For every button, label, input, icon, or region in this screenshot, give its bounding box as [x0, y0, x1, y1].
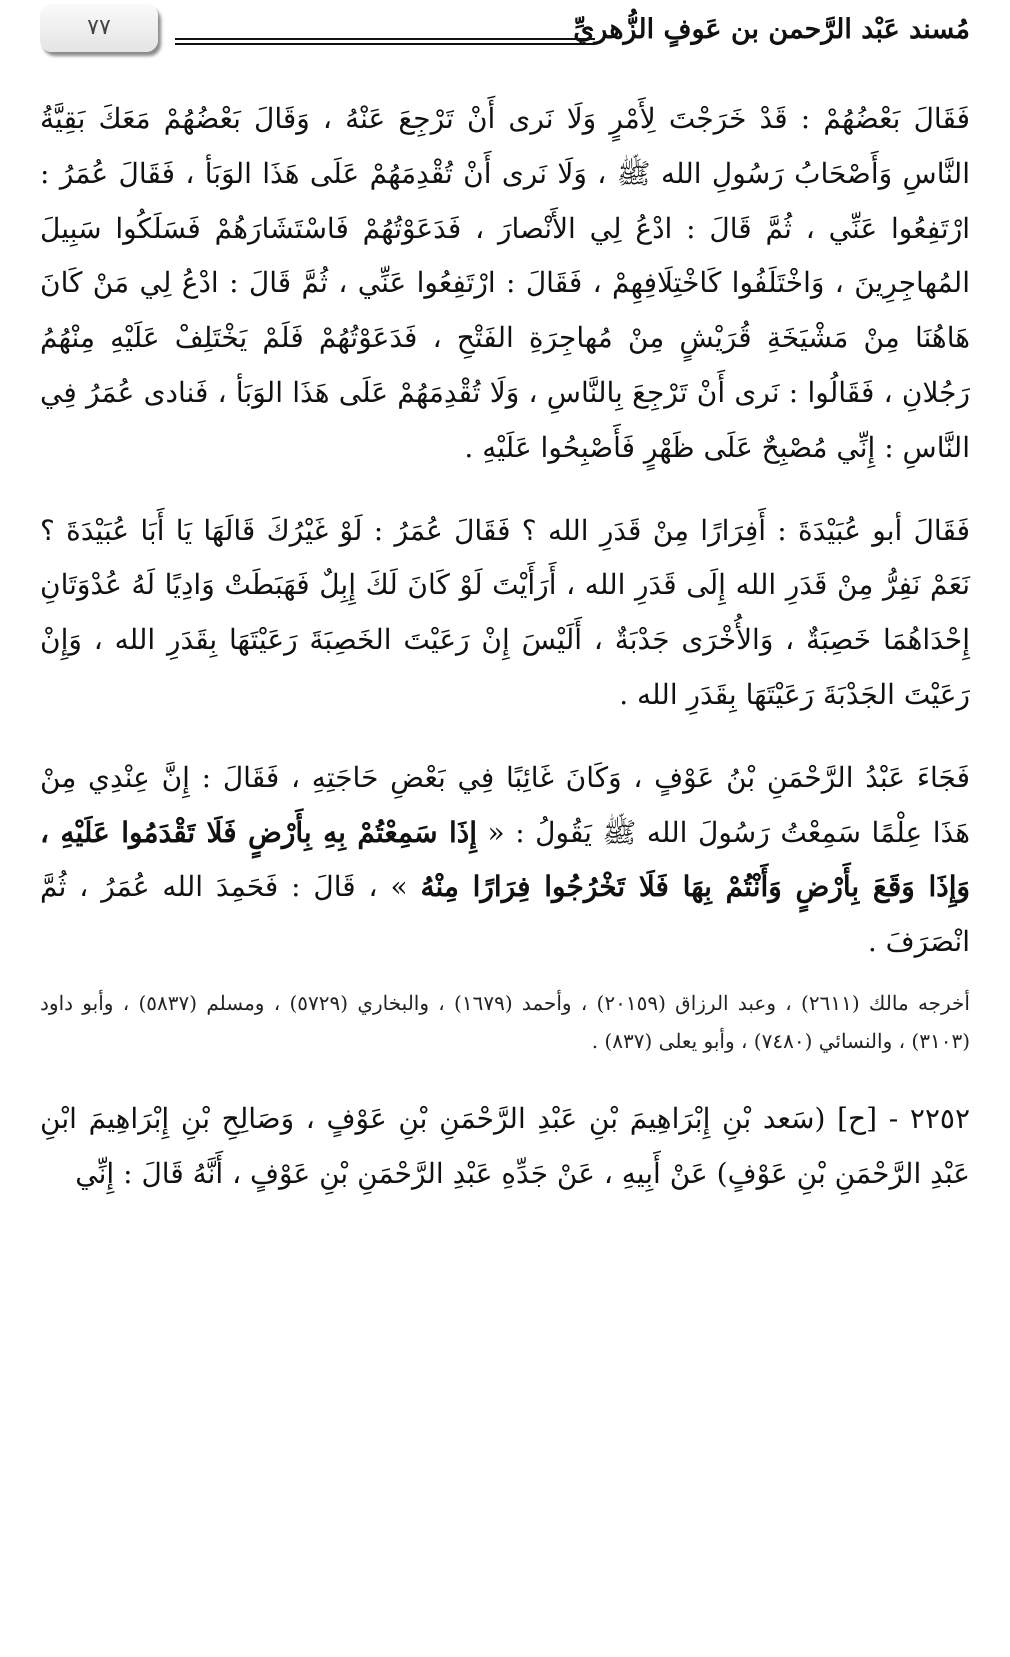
paragraph-3-after: » ، قَالَ : فَحَمِدَ الله عُمَرُ ، ثُمَّ انْصَرَفَ .: [40, 870, 970, 959]
hadith-text: (سَعد بْنِ إِبْرَاهِيمَ بْنِ عَبْدِ الرَّحْمَنِ بْنِ عَوْفٍ ، وَصَالِحِ بْنِ إِبْرَاهِيمَ ابْنِ عَبْدِ الرَّحْمَنِ بْنِ عَوْفٍ) عَنْ أَبِيهِ ، عَنْ جَدِّهِ عَبْدِ الرَّحْمَنِ بْنِ عَوْفٍ ، أَنَّهُ قَالَ : إِنِّي: [40, 1101, 970, 1190]
page-number-badge: ٧٧: [40, 4, 158, 52]
hadith-2252: [40, 1092, 970, 1202]
takhrij-footnote: أخرجه مالك (٢٦١١) ، وعبد الرزاق (٢٠١٥٩) ، وأحمد (١٦٧٩) ، والبخاري (٥٧٢٩) ، ومسلم (٥٨٣٧) ، وأبو داود (٣١٠٣) ، والنسائي (٧٤٨٠) ، وأبو يعلى (٨٣٧) .: [40, 990, 970, 1053]
running-title: مُسند عَبْد الرَّحمن بن عَوفٍ الزُّهريِّ: [573, 14, 970, 45]
paragraph-3-before: فَجَاءَ عَبْدُ الرَّحْمَنِ بْنُ عَوْفٍ ، وَكَانَ غَائِبًا فِي بَعْضِ حَاجَتِهِ ، فَقَالَ : إِنَّ عِنْدِي مِنْ هَذَا عِلْمًا سَمِعْتُ رَسُولَ الله ﷺ يَقُولُ : «: [40, 760, 971, 849]
paragraph-1: فَقَالَ بَعْضُهُمْ : قَدْ خَرَجْتَ لِأَمْرٍ وَلَا نَرى أَنْ تَرْجِعَ عَنْهُ ، وَقَالَ بَعْضُهُمْ مَعَكَ بَقِيَّةُ النَّاسِ وَأَصْحَابُ رَسُولِ الله ﷺ ، وَلَا نَرى أَنْ تُقْدِمَهُمْ عَلَى هَذَا الوَبَأ ، فَقَالَ عُمَرُ : ارْتَفِعُوا عَنِّي ، ثُمَّ قَالَ : ادْعُ لِي الأَنْصارَ ، فَدَعَوْتُهُمْ فَاسْتَشَارَهُمْ فَسَلَكُوا سَبِيلَ المُهاجِرِينَ ، وَاخْتَلَفُوا كَاخْتِلَافِهِمْ ، فَقَالَ : ارْتَفِعُوا عَنِّي ، ثُمَّ قَالَ : ادْعُ لِي مَنْ كَانَ هَاهُنَا مِنْ مَشْيَخَةِ قُرَيْشٍ مِنْ مُهاجِرَةِ الفَتْحِ ، فَدَعَوْتُهُمْ فَلَمْ يَخْتَلِفْ عَلَيْهِ مِنْهُمُ رَجُلانِ ، فَقَالُوا : نَرى أَنْ تَرْجِعَ بِالنَّاسِ ، وَلَا تُقْدِمَهُمْ عَلَى هَذَا الوَبَأ ، فَنادى عُمَرُ فِي النَّاسِ : إِنِّي مُصْبِحٌ عَلَى ظَهْرٍ فَأَصْبِحُوا عَلَيْهِ .: [40, 102, 970, 464]
header-rule: [175, 38, 595, 45]
hadith-number: ٢٢٥٢ - [ح]: [837, 1101, 970, 1135]
page-header: [40, 0, 970, 70]
paragraph-2: فَقَالَ أبو عُبَيْدَةَ : أَفِرَارًا مِنْ قَدَرِ الله ؟ فَقَالَ عُمَرُ : لَوْ غَيْرُكَ قَالَهَا يَا أَبَا عُبَيْدَةَ ؟ نَعَمْ نَفِرُّ مِنْ قَدَرِ الله إِلَى قَدَرِ الله ، أَرَأَيْتَ لَوْ كَانَ لَكَ إِبِلٌ فَهَبَطَتْ وَادِيًا لَهُ عُدْوَتَانِ إِحْدَاهُمَا خَصِبَةٌ ، وَالأُخْرَى جَدْبَةٌ ، أَلَيْسَ إِنْ رَعَيْتَ الخَصِبَةَ رَعَيْتَهَا بِقَدَرِ الله ، وَإِنْ رَعَيْتَ الجَدْبَةَ رَعَيْتَهَا بِقَدَرِ الله .: [40, 513, 970, 711]
book-page: [40, 0, 970, 1657]
page-body: [40, 92, 970, 1230]
paragraph-3: [40, 751, 970, 970]
prophetic-quote: إِذَا سَمِعْتُمْ بِهِ بِأَرْضٍ فَلَا تَقْدَمُوا عَلَيْهِ ، وَإِذَا وَقَعَ بِأَرْضٍ وَأَنْتُمْ بِهَا فَلَا تَخْرُجُوا فِرَارًا مِنْهُ: [40, 815, 970, 904]
